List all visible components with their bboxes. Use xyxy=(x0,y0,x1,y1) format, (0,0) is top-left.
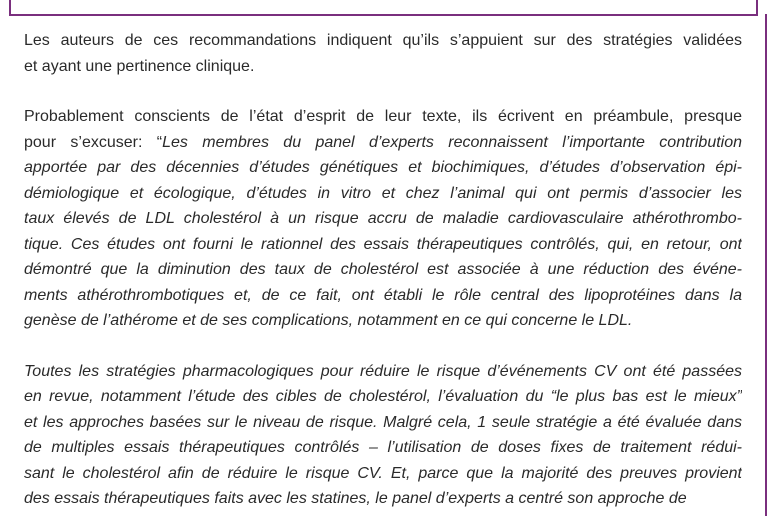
text-line xyxy=(24,104,742,130)
text-segment: apportée par des décennies d’études génétiques et biochimiques, d’études d’observation épi- xyxy=(24,159,742,176)
text-line xyxy=(24,232,742,258)
text-line xyxy=(24,359,742,385)
text-line xyxy=(24,410,742,436)
text-segment: ments athérothrombotiques et, de ce fait, ont établi le rôle central des lipoprotéines dans la xyxy=(24,286,742,304)
text-segment: et les approches basées sur le niveau de risque. Malgré cela, 1 seule stratégie a été évaluée dans xyxy=(24,413,742,431)
text-segment: de multiples essais thérapeutiques contrôlés – l’utilisation de doses fixes de traitement rédui- xyxy=(24,439,742,456)
text-segment: genèse de l’athérome et de ses complications, notamment en ce qui concerne le LDL. xyxy=(24,312,633,329)
text-line xyxy=(24,130,742,156)
text-segment: démiologique et écologique, d’études in vitro et chez l’animal qui ont permis d’associer les xyxy=(24,184,742,202)
paragraph-3 xyxy=(24,359,742,512)
paragraph-1 xyxy=(24,28,742,79)
text-segment: tique. Ces études ont fourni le rationnel des essais thérapeutiques contrôlés, qui, en retour, ont xyxy=(24,235,742,253)
text-segment: Toutes les stratégies pharmacologiques pour réduire le risque d’événements CV ont été passées xyxy=(24,362,742,380)
text-line xyxy=(24,384,742,410)
text-line xyxy=(24,155,742,181)
text-segment: et ayant une pertinence clinique. xyxy=(24,57,255,75)
text-segment: Probablement conscients de l’état d’esprit de leur texte, ils écrivent en préambule, presque xyxy=(24,108,742,125)
text-line xyxy=(24,28,742,54)
text-line xyxy=(24,206,742,232)
text-segment: démontré que la diminution des taux de cholestérol est associée à une réduction des événe- xyxy=(24,261,742,278)
text-segment: Les auteurs de ces recommandations indiquent qu’ils s’appuient sur des stratégies validées xyxy=(24,32,742,49)
text-line xyxy=(24,486,742,512)
document-body xyxy=(24,28,742,516)
text-line xyxy=(24,257,742,283)
text-segment: des essais thérapeutiques faits avec les statines, le panel d’experts a centré son approche de xyxy=(24,490,687,507)
text-line xyxy=(24,461,742,487)
text-segment: sant le cholestérol afin de réduire le risque CV. Et, parce que la majorité des preuves provient xyxy=(24,464,742,482)
top-box-border xyxy=(9,0,758,16)
text-line xyxy=(24,283,742,309)
text-segment: Les membres du panel d’experts reconnaissent l’importante contribution xyxy=(162,133,742,151)
text-line xyxy=(24,54,742,80)
text-line xyxy=(24,435,742,461)
text-line xyxy=(24,181,742,207)
paragraph-2 xyxy=(24,104,742,334)
text-segment: taux élevés de LDL cholestérol à un risque accru de maladie cardiovasculaire athérothrombo- xyxy=(24,210,742,227)
right-margin-rule xyxy=(765,14,767,516)
text-segment: en revue, notamment l’étude des cibles de cholestérol, l’évaluation du “le plus bas est le mieux” xyxy=(24,388,742,405)
text-segment: pour s’excuser: “ xyxy=(24,133,163,151)
text-line xyxy=(24,308,742,334)
